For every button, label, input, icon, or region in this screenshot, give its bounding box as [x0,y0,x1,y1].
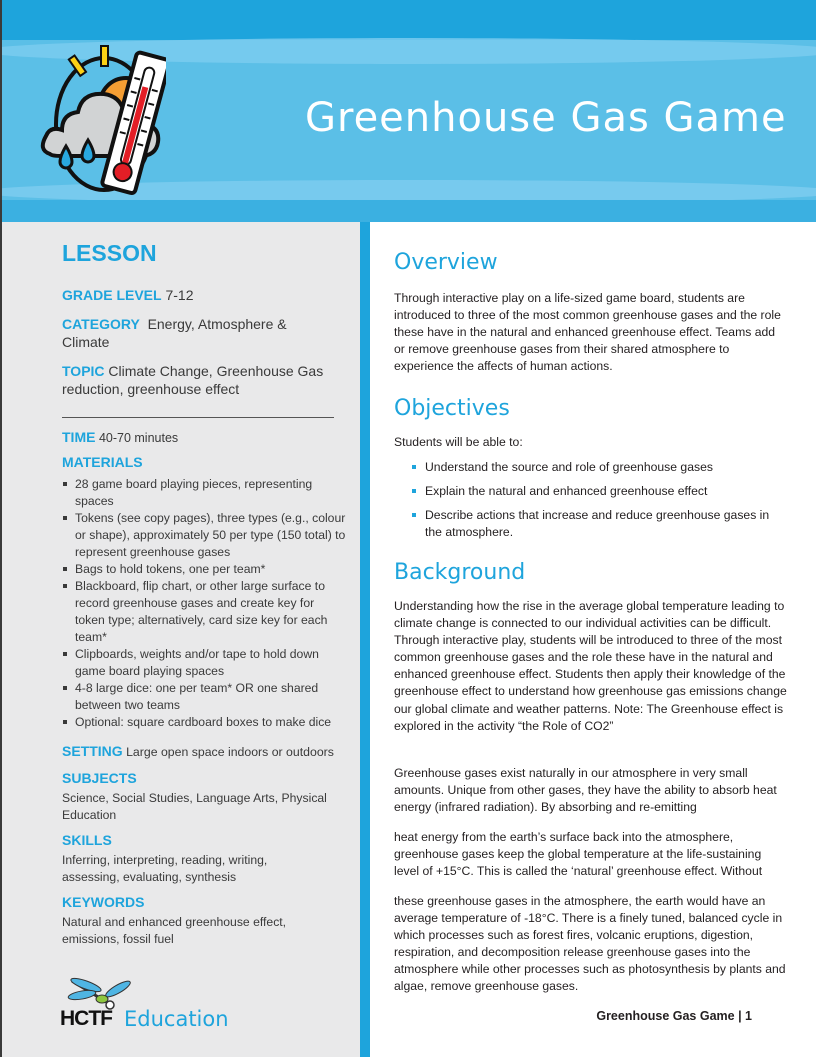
setting-label: SETTING [62,743,123,759]
list-item: 4-8 large dice: one per team* OR one shared between two teams [62,680,347,714]
topic-value: Climate Change, Greenhouse Gas reduction, greenhouse effect [62,363,324,397]
time-value: 40-70 minutes [98,431,179,445]
header-banner [0,0,816,225]
skills-value: Inferring, interpreting, reading, writing, assessing, evaluating, synthesis [62,853,268,884]
overview-heading: Overview [394,250,498,275]
list-item: Bags to hold tokens, one per team* [62,561,347,578]
list-item: Tokens (see copy pages), three types (e.g., colour or shape), approximately 50 per type (150 total) to represent greenhouse gases [62,510,347,561]
topic-label: TOPIC [62,363,105,379]
category-value: Energy, Atmosphere & Climate [62,316,287,350]
section-rule [62,417,334,418]
category-label: CATEGORY [62,316,140,332]
topic [62,362,332,398]
background-paragraph: heat energy from the earth’s surface back into the atmosphere, greenhouse gases keep the global temperature at the life-sustaining level of +15°C. This is called the ‘natural’ greenhouse effect. Without [394,830,763,879]
background-paragraph: these greenhouse gases in the atmosphere, the earth would have an average temperature of -18°C. There is a finely tuned, balanced cycle in which processes such as forest fires, volcanic eruptions, digestion, respiration, and decomposition release greenhouse gases into the atmosphere while other processes such as photosynthesis by plants and algae, remove greenhouse gases. [394,894,786,994]
keywords-value: Natural and enhanced greenhouse effect, emissions, fossil fuel [62,915,287,946]
grade-level-label: GRADE LEVEL [62,287,162,303]
objectives-intro: Students will be able to: [394,435,523,449]
time-label: TIME [62,429,96,445]
background-paragraph: Greenhouse gases exist naturally in our atmosphere in very small amounts. Unique from other gases, they have the ability to absorb heat energy (infrared radiation). By absorbing and re-emitting [394,766,777,815]
hctf-education: Education [124,1007,229,1031]
category [62,315,332,351]
subjects-heading: SUBJECTS [62,770,137,786]
objectives-heading: Objectives [394,396,510,421]
list-item: Explain the natural and enhanced greenhouse effect [412,483,782,500]
setting [62,742,352,761]
thermometer-sun-cloud-icon [36,36,166,196]
list-item: Optional: square cardboard boxes to make dice [62,714,347,731]
grade-level-value: 7-12 [165,287,194,303]
setting-value: Large open space indoors or outdoors [126,745,334,759]
materials-list [62,476,347,731]
grade-level [62,286,332,304]
list-item: Understand the source and role of greenhouse gases [412,459,782,476]
hctf-education-logo [58,975,228,1035]
subjects-value: Science, Social Studies, Language Arts, Physical Education [62,791,327,822]
time [62,428,332,447]
hctf-brand: HCTF [60,1007,112,1030]
page-title: Greenhouse Gas Game [305,95,787,141]
list-item: Clipboards, weights and/or tape to hold down game board playing spaces [62,646,347,680]
list-item: 28 game board playing pieces, representing spaces [62,476,347,510]
column-divider [360,222,370,1057]
overview-text: Through interactive play on a life-sized game board, students are introduced to three of the most common greenhouse gases and the role these have in the natural and enhanced greenhouse effect. Teams add or remove greenhouse gases from their shared atmosphere to experience the affects of human actions. [394,291,781,374]
keywords-heading: KEYWORDS [62,894,145,910]
page-edge [0,0,2,1057]
lesson-heading: LESSON [62,240,157,266]
background-heading: Background [394,560,526,585]
materials-heading: MATERIALS [62,454,143,470]
page-footer: Greenhouse Gas Game | 1 [596,1009,752,1023]
list-item: Blackboard, flip chart, or other large surface to record greenhouse gases and create key for token type; alternatively, card size key for each team* [62,578,347,646]
background-paragraph: Understanding how the rise in the average global temperature leading to climate change is connected to our individual activities can be difficult. Through interactive play, students will be introduced to three of the most common greenhouse gases and the role these have in the natural and enhanced greenhouse effect. Students then apply their knowledge of the greenhouse effect to understand how greenhouse gas emissions change our global climate and weather patterns. Note: The Greenhouse effect is explored in the activity “the Role of CO2” [394,599,787,733]
skills-heading: SKILLS [62,832,112,848]
list-item: Describe actions that increase and reduce greenhouse gases in the atmosphere. [412,507,782,541]
objectives-list [412,459,782,548]
